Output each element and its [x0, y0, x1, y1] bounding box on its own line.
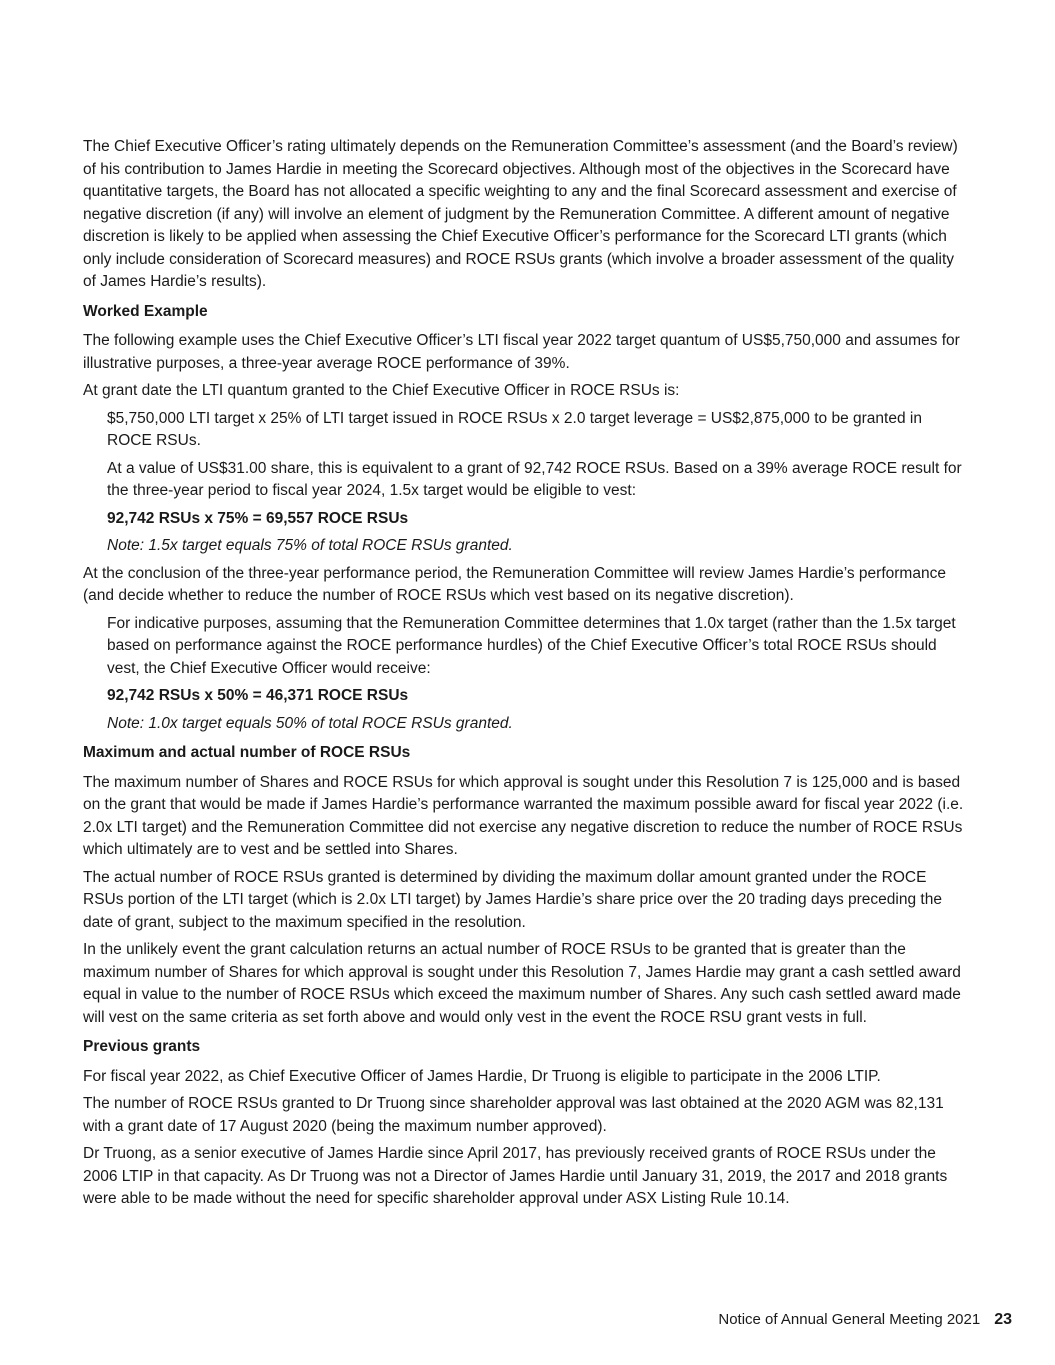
page-number: 23 — [994, 1311, 1012, 1328]
heading-worked-example: Worked Example — [83, 302, 208, 320]
para-fy2022-eligibility: For fiscal year 2022, as Chief Executive Officer of James Hardie, Dr Truong is eligible to participate in the 2006 LTIP. — [83, 1067, 881, 1085]
para-unlikely-event: In the unlikely event the grant calculation returns an actual number of ROCE RSUs to be granted that is greater than the maximum number of Shares for which approval is sought under this Resolution 7, James Hardie may grant a cash settled award equal in value to the number of ROCE RSUs which exceed the maximum number of Shares. Any such cash settled award made will vest on the same criteria as set forth above and would only vest in the event the ROCE RSU grant vests in full. — [83, 941, 961, 1026]
para-lti-calculation: $5,750,000 LTI target x 25% of LTI target issued in ROCE RSUs x 2.0 target leverage = US$2,875,000 to be granted in ROCE RSUs. — [107, 409, 922, 449]
para-conclusion-review: At the conclusion of the three-year performance period, the Remuneration Committee will review James Hardie’s performance (and decide whether to reduce the number of ROCE RSUs which vest based on its negative discretion). — [83, 564, 946, 604]
heading-previous-grants: Previous grants — [83, 1038, 201, 1055]
para-indicative-purposes: For indicative purposes, assuming that the Remuneration Committee determines that 1.0x target (rather than the 1.5x target based on performance against the ROCE performance hurdles) of the Chief Executive Officer’s total ROCE RSUs should vest, the Chief Executive Officer would receive: — [107, 614, 956, 677]
para-grant-date-lead: At grant date the LTI quantum granted to the Chief Executive Officer in ROCE RSUs is: — [83, 382, 680, 399]
para-example-intro: The following example uses the Chief Executive Officer’s LTI fiscal year 2022 target quantum of US$5,750,000 and assumes for illustrative purposes, a three-year average ROCE performance of 39%. — [83, 332, 960, 372]
note-1-0x-target: Note: 1.0x target equals 50% of total ROCE RSUs granted. — [107, 714, 513, 732]
heading-maximum-actual-rsus: Maximum and actual number of ROCE RSUs — [83, 744, 411, 761]
formula-50-percent: 92,742 RSUs x 50% = 46,371 ROCE RSUs — [107, 687, 409, 704]
document-body — [83, 136, 969, 1216]
page-footer — [718, 1310, 1012, 1330]
para-ceo-rating: The Chief Executive Officer’s rating ultimately depends on the Remuneration Committee’s assessment (and the Board’s review) of his contribution to James Hardie in meeting the Scorecard objectives. Although most of the objectives in the Scorecard have quantitative targets, the Board has not allocated a specific weighting to any and the final Scorecard assessment and exercise of negative discretion (if any) will involve an element of judgment by the Remuneration Committee. A different amount of negative discretion is likely to be applied when assessing the Chief Executive Officer’s performance for the Scorecard LTI grants (which only include consideration of Scorecard measures) and ROCE RSUs grants (which involve a broader assessment of the quality of James Hardie’s results). — [83, 138, 958, 290]
para-share-value: At a value of US$31.00 share, this is equivalent to a grant of 92,742 ROCE RSUs. Based on a 39% average ROCE result for the three-year period to fiscal year 2024, 1.5x target would be eligible to vest: — [107, 459, 962, 499]
para-actual-number: The actual number of ROCE RSUs granted is determined by dividing the maximum dollar amount granted under the ROCE RSUs portion of the LTI target (which is 2.0x LTI target) by James Hardie’s share price over the 20 trading days preceding the date of grant, subject to the maximum specified in the resolution. — [83, 868, 942, 931]
footer-document-title: Notice of Annual General Meeting 2021 — [718, 1311, 981, 1328]
note-1-5x-target: Note: 1.5x target equals 75% of total ROCE RSUs granted. — [107, 537, 513, 554]
para-2020-agm-grant: The number of ROCE RSUs granted to Dr Truong since shareholder approval was last obtained at the 2020 AGM was 82,131 with a grant date of 17 August 2020 (being the maximum number approved). — [83, 1095, 944, 1135]
formula-75-percent: 92,742 RSUs x 75% = 69,557 ROCE RSUs — [107, 509, 409, 527]
para-prior-grants-history: Dr Truong, as a senior executive of James Hardie since April 2017, has previously received grants of ROCE RSUs under the 2006 LTIP in that capacity. As Dr Truong was not a Director of James Hardie until January 31, 2019, the 2017 and 2018 grants were able to be made without the need for specific shareholder approval under ASX Listing Rule 10.14. — [83, 1145, 948, 1207]
para-maximum-shares: The maximum number of Shares and ROCE RSUs for which approval is sought under this Resolution 7 is 125,000 and is based on the grant that would be made if James Hardie’s performance warranted the maximum possible award for fiscal year 2022 (i.e. 2.0x LTI target) and the Remuneration Committee did not exercise any negative discretion to reduce the number of ROCE RSUs which ultimately are to vest and be settled into Shares. — [83, 773, 964, 858]
